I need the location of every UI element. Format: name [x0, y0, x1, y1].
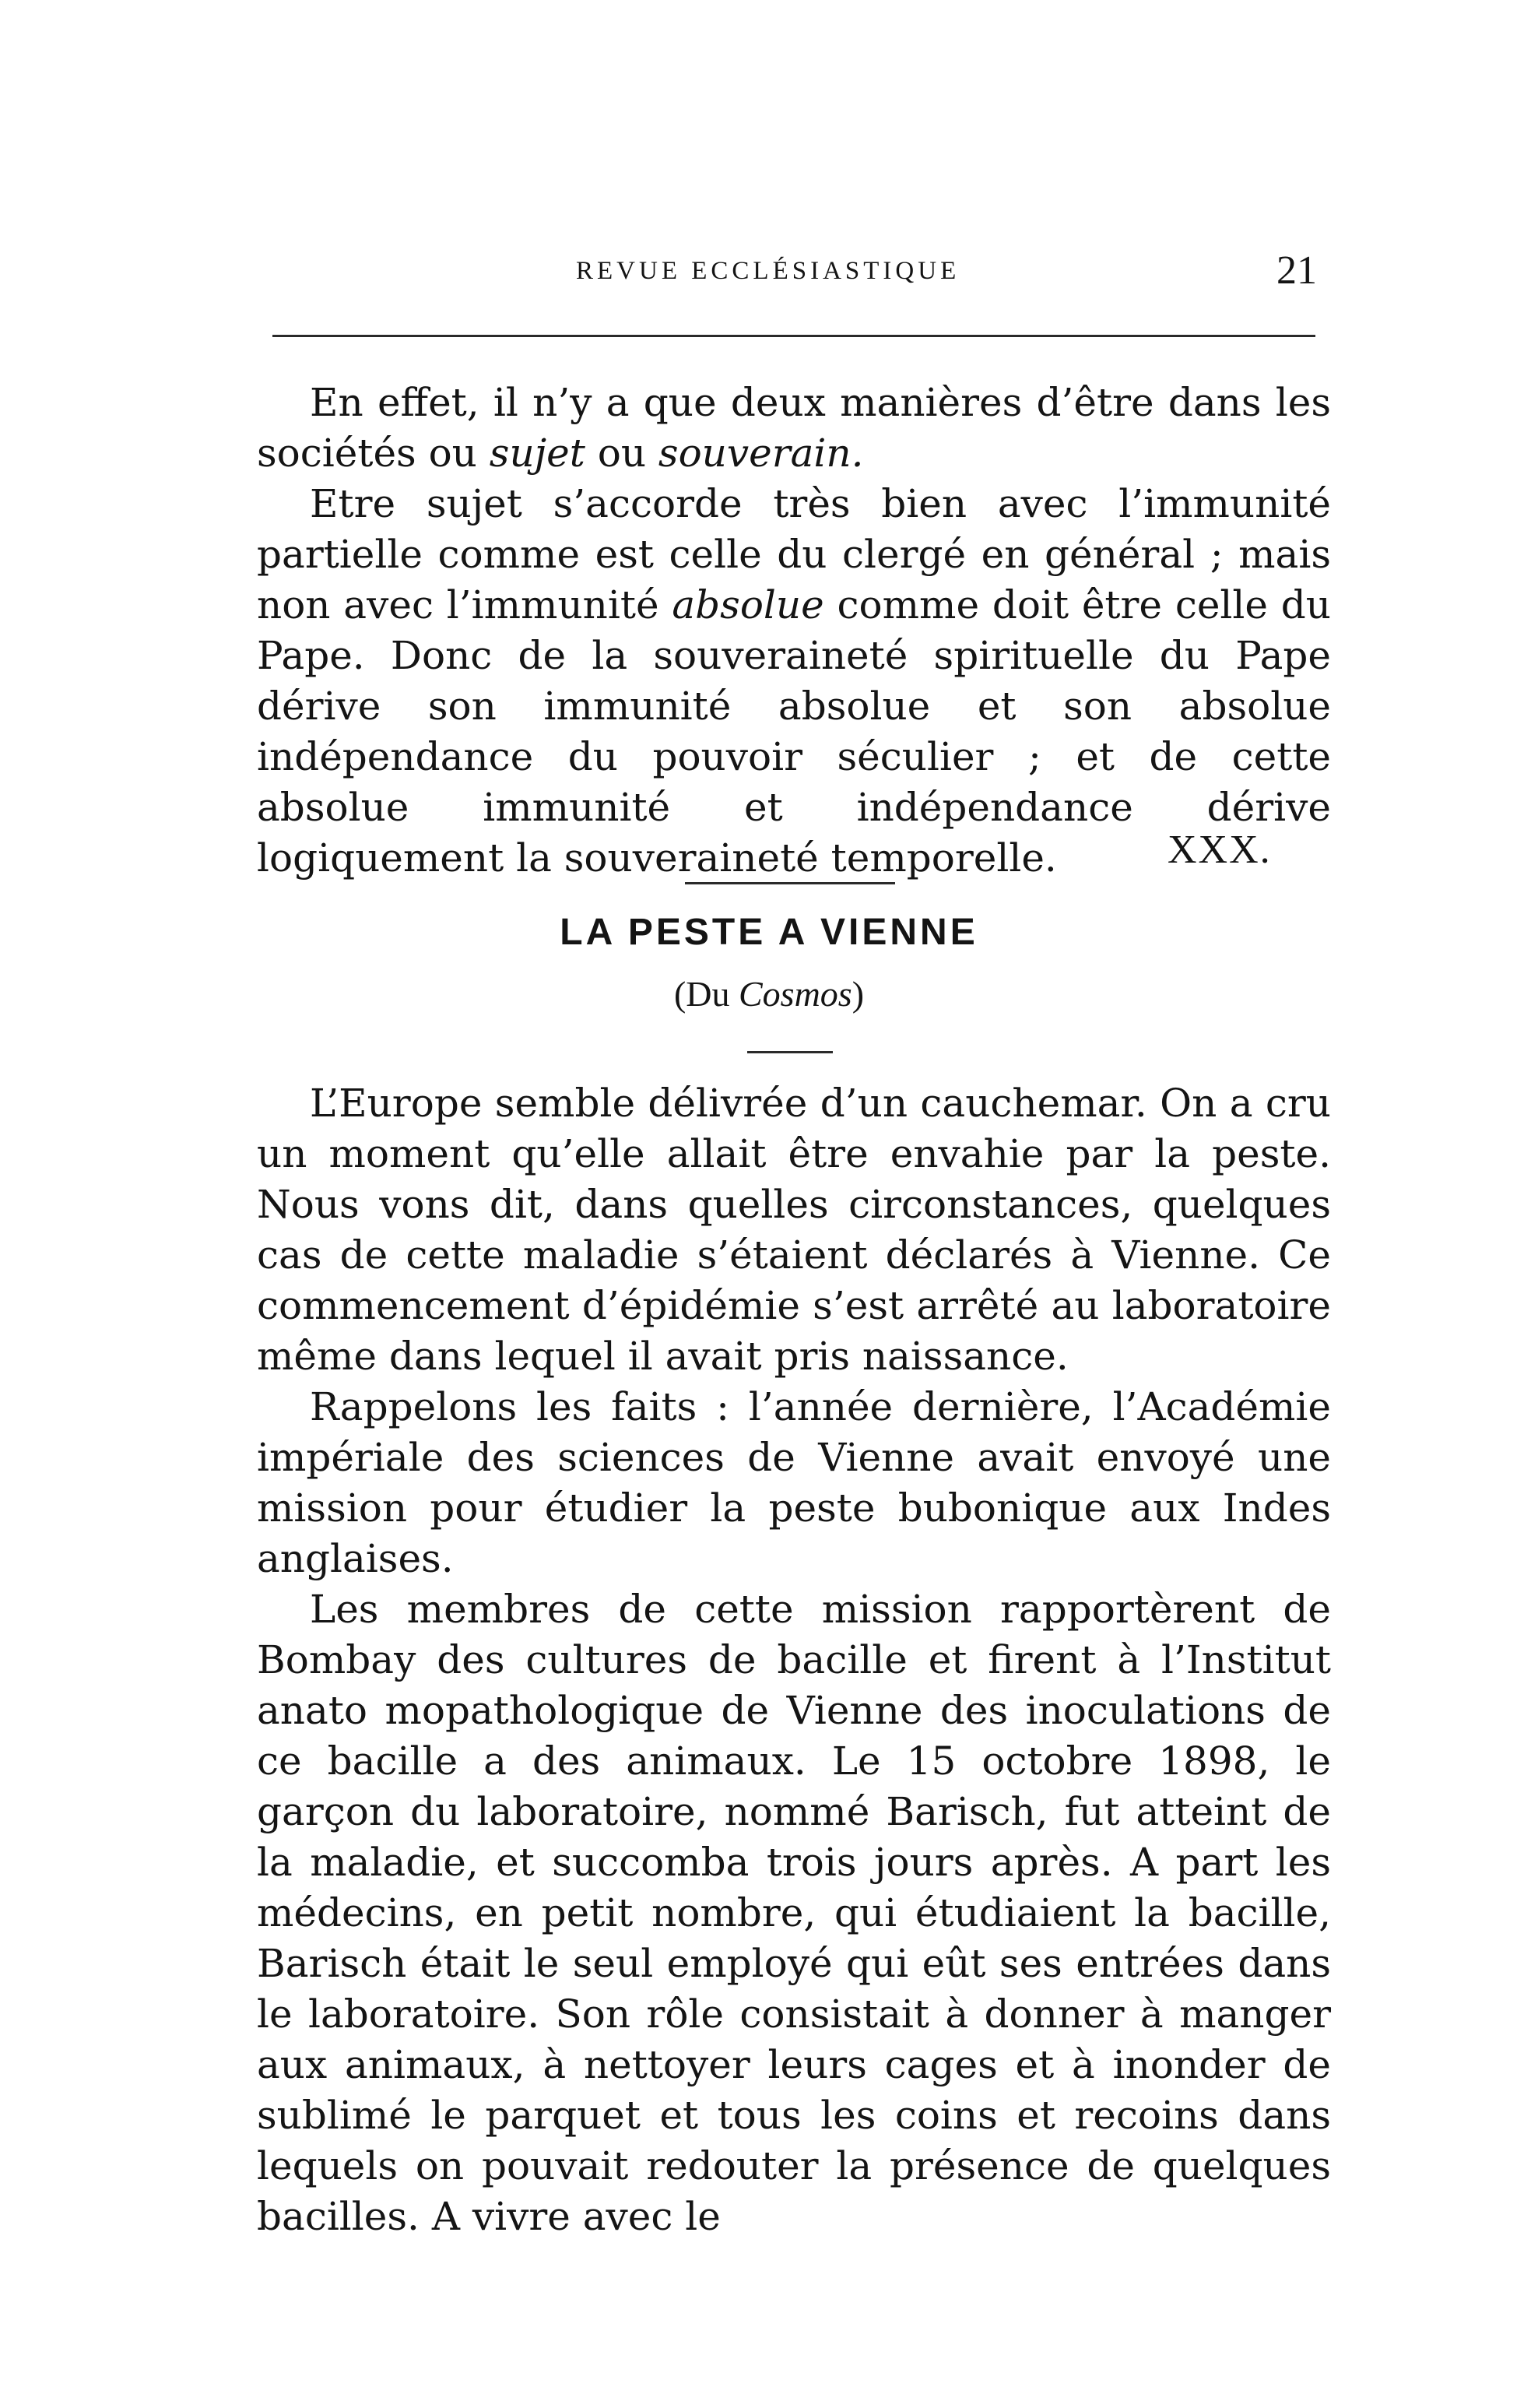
text-run: comme doit être celle du Pape. Donc de la souveraineté spirituelle du Pape dérive son immunité absolue et son absolue indépendance du pouvoir séculier ; et de cette absolue immunité et indépendance dérive logiquement la souveraineté temporelle.	[257, 582, 1331, 881]
article-body	[257, 1078, 1331, 2242]
paragraph: Rappelons les faits : l’année dernière, l’Académie impériale des sciences de Vienne avait envoyé une mission pour étudier la peste bubonique aux Indes anglaises.	[257, 1384, 1331, 1581]
text-run: ou	[585, 431, 658, 476]
italic-run: sujet	[489, 431, 585, 476]
running-head: REVUE ECCLÉSIASTIQUE	[576, 257, 960, 285]
source-suffix: )	[852, 974, 865, 1014]
text-run: Etre sujet s’accorde très bien avec l’immunité partielle comme est celle du clergé en général ; mais non avec l’immunité	[257, 481, 1331, 627]
title-rule	[747, 1051, 833, 1053]
italic-run: souverain.	[658, 431, 864, 476]
header-rule	[272, 335, 1315, 337]
page-number: 21	[1276, 248, 1317, 293]
paragraph: L’Europe semble délivrée d’un cauchemar. On a cru un moment qu’elle allait être envahie par la peste. Nous vons dit, dans quelles circonstances, quelques cas de cette maladie s’étaient déclarés à Vienne. Ce commencement d’épidémie s’est arrêté au laboratoire même dans lequel il avait pris naissance.	[257, 1081, 1331, 1379]
text-run: En effet, il n’y a que deux manières d’être dans les sociétés ou	[257, 380, 1331, 476]
paragraph	[257, 479, 1331, 884]
paragraph: Les membres de cette mission rapportèrent de Bombay des cultures de bacille et firent à l’Institut anato mopathologique de Vienne des inoculations de ce bacille a des animaux. Le 15 octobre 1898, le garçon du laboratoire, nommé Barisch, fut atteint de la maladie, et succomba trois jours après. A part les médecins, en petit nombre, qui étudiaient la bacille, Barisch était le seul employé qui eût ses entrées dans le laboratoire. Son rôle consistait à donner à manger aux animaux, à nettoyer leurs cages et à inonder de sublimé le parquet et tous les coins et recoins dans lequels on pouvait redouter la présence de quelques bacilles. A vivre avec le	[257, 1587, 1331, 2239]
previous-article-text	[257, 378, 1331, 884]
article-source	[0, 973, 1538, 1014]
article-title: LA PESTE A VIENNE	[560, 912, 978, 953]
source-name: Cosmos	[739, 974, 852, 1014]
section-divider	[685, 882, 895, 884]
paragraph	[257, 378, 1331, 479]
italic-run: absolue	[672, 582, 824, 627]
signature: XXX.	[1168, 828, 1272, 872]
source-prefix: (Du	[673, 974, 739, 1014]
